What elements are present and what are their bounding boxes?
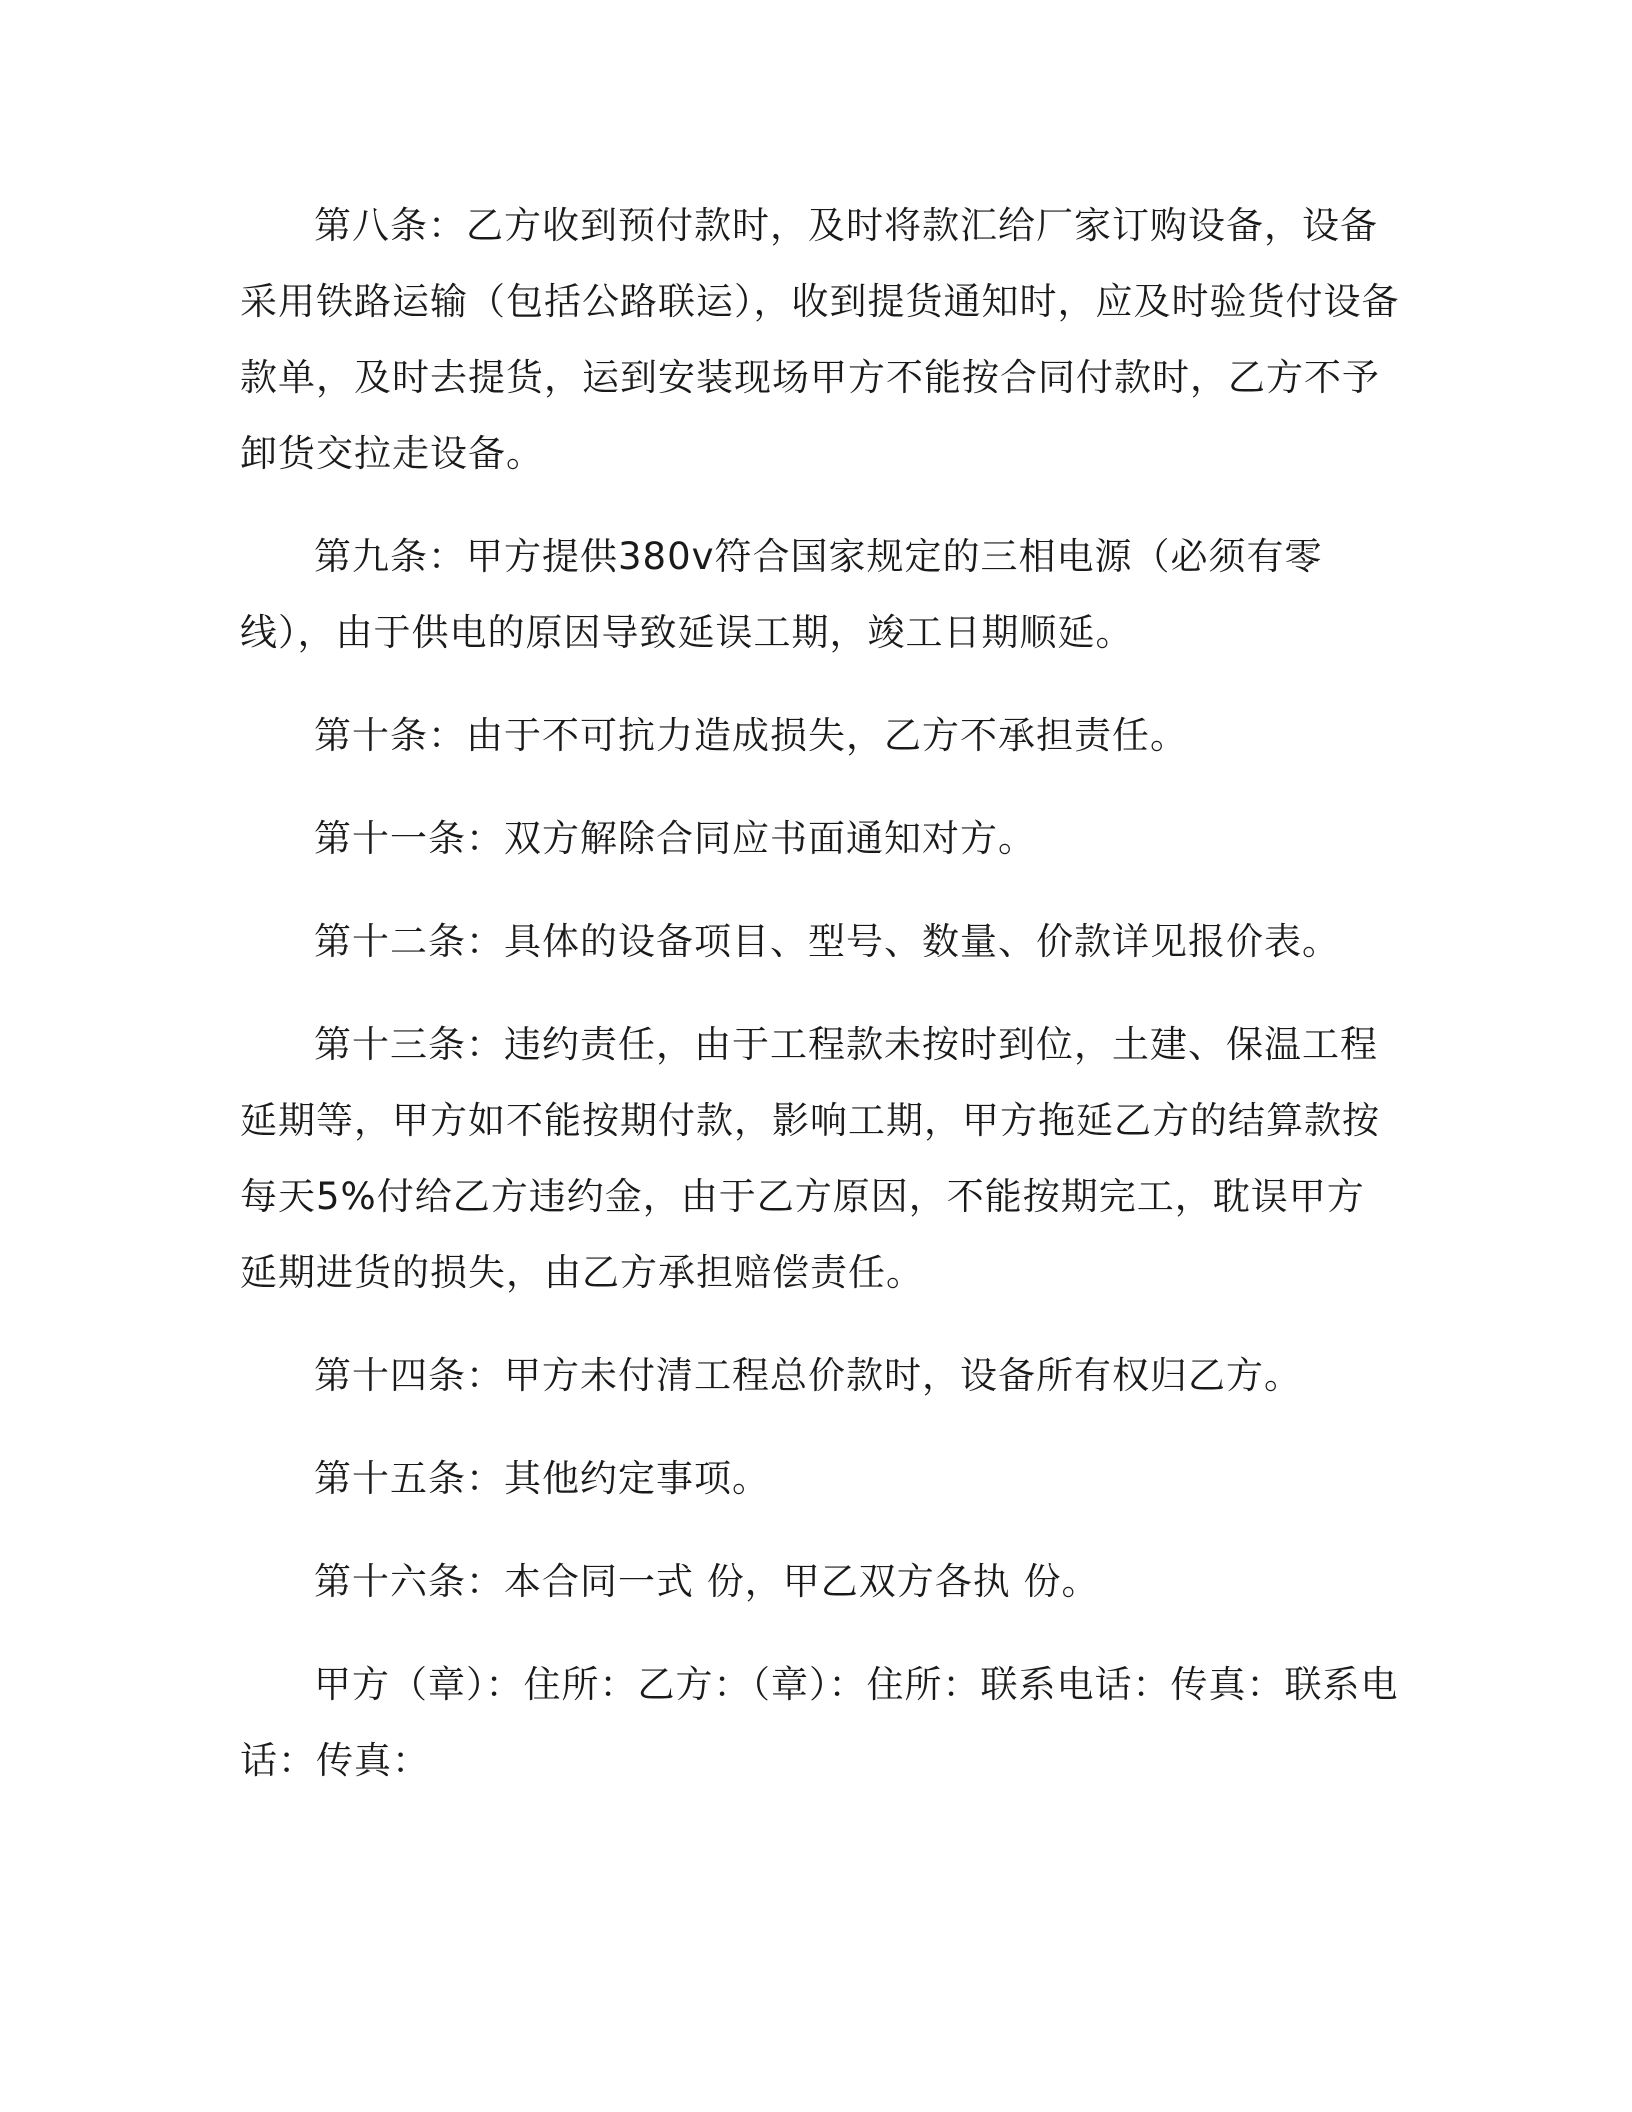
clause-15: 第十五条：其他约定事项。 bbox=[314, 1457, 770, 1500]
document-page bbox=[240, 188, 1400, 1826]
clause-8: 第八条：乙方收到预付款时，及时将款汇给厂家订购设备，设备采用铁路运输（包括公路联运），收到提货通知时，应及时验货付设备款单，及时去提货，运到安装现场甲方不能按合同付款时，乙方不予卸货交拉走设备。 bbox=[240, 204, 1400, 475]
signature-block: 甲方（章）：住所：乙方：（章）：住所：联系电话：传真：联系电话：传真： bbox=[240, 1663, 1399, 1782]
clause-14: 第十四条：甲方未付清工程总价款时，设备所有权归乙方。 bbox=[314, 1354, 1302, 1397]
clause-10: 第十条：由于不可抗力造成损失，乙方不承担责任。 bbox=[314, 714, 1188, 757]
clause-11: 第十一条：双方解除合同应书面通知对方。 bbox=[314, 817, 1036, 860]
clause-16: 第十六条：本合同一式 份，甲乙双方各执 份。 bbox=[314, 1560, 1100, 1603]
clause-12: 第十二条：具体的设备项目、型号、数量、价款详见报价表。 bbox=[314, 920, 1340, 963]
clause-13: 第十三条：违约责任，由于工程款未按时到位，土建、保温工程延期等，甲方如不能按期付款，影响工期，甲方拖延乙方的结算款按每天5%付给乙方违约金，由于乙方原因，不能按期完工，耽误甲方延期进货的损失，由乙方承担赔偿责任。 bbox=[240, 1023, 1380, 1294]
clause-9: 第九条：甲方提供380v符合国家规定的三相电源（必须有零线），由于供电的原因导致延误工期，竣工日期顺延。 bbox=[240, 535, 1323, 654]
